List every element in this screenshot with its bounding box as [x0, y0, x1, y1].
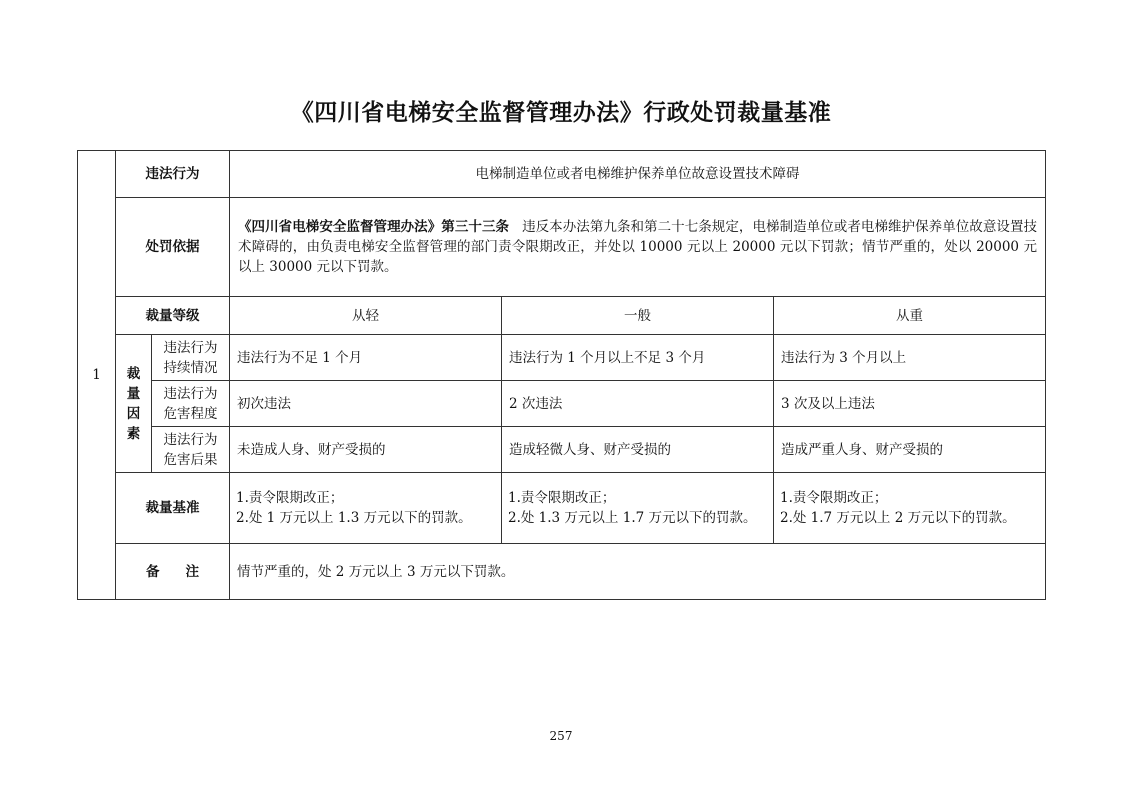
factor-row: [78, 427, 1046, 473]
basis-label: 处罚依据: [116, 198, 230, 297]
basis-cell: [230, 198, 1046, 297]
factor-label-line: 危害后果: [163, 451, 218, 468]
factor-cell: 违法行为不足 1 个月: [230, 335, 502, 381]
factors-label: [116, 335, 152, 473]
factor-cell: 3 次及以上违法: [774, 381, 1046, 427]
factors-label-char: 量: [126, 385, 141, 402]
level-severe: 从重: [774, 297, 1046, 335]
factor-cell: 初次违法: [230, 381, 502, 427]
standard-line: 1.责令限期改正；: [508, 490, 616, 506]
factors-label-char: 裁: [126, 365, 141, 382]
factor-label-line: 危害程度: [163, 405, 218, 422]
basis-row: [78, 198, 1046, 297]
factor-cell: 造成轻微人身、财产受损的: [502, 427, 774, 473]
remark-label: 备注: [116, 544, 230, 600]
standard-line: 1.责令限期改正；: [236, 490, 344, 506]
factor-label-line: 持续情况: [163, 359, 218, 376]
basis-law-ref: 《四川省电梯安全监督管理办法》第三十三条: [238, 219, 510, 235]
factors-label-char: 因: [126, 405, 141, 422]
factors-label-char: 素: [126, 425, 141, 442]
standard-line: 1.责令限期改正；: [780, 490, 888, 506]
violation-label: 违法行为: [116, 151, 230, 198]
factor-row: [78, 335, 1046, 381]
factor-cell: 未造成人身、财产受损的: [230, 427, 502, 473]
factor-label-harm-result: [152, 427, 230, 473]
level-general: 一般: [502, 297, 774, 335]
factor-label-line: 违法行为: [163, 385, 218, 402]
remark-text: 情节严重的，处 2 万元以上 3 万元以下罚款。: [230, 544, 1046, 600]
standard-line: 2.处 1.7 万元以上 2 万元以下的罚款。: [780, 510, 1016, 526]
level-lenient: 从轻: [230, 297, 502, 335]
level-label: 裁量等级: [116, 297, 230, 335]
factor-label-line: 违法行为: [163, 431, 218, 448]
standard-line: 2.处 1.3 万元以上 1.7 万元以下的罚款。: [508, 510, 757, 526]
factor-label-harm-degree: [152, 381, 230, 427]
factor-cell: 违法行为 3 个月以上: [774, 335, 1046, 381]
standard-cell-severe: [774, 473, 1046, 544]
page-number: 257: [549, 729, 573, 743]
factor-label-line: 违法行为: [163, 339, 218, 356]
basis-text: 违反本办法第九条和第二十七条规定，电梯制造单位或者电梯维护保养单位故意设置技术障碍的，由负责电梯安全监督管理的部门责令限期改正，并处以 10000 元以上 20000 元以下罚款；情节严重的，处以 20000 元以上 30000 元以下罚款。: [238, 219, 1038, 275]
remark-row: [78, 544, 1046, 600]
factor-cell: 2 次违法: [502, 381, 774, 427]
row-number: 1: [78, 151, 116, 600]
standard-label: 裁量基准: [116, 473, 230, 544]
standard-line: 2.处 1 万元以上 1.3 万元以下的罚款。: [236, 510, 472, 526]
violation-text: 电梯制造单位或者电梯维护保养单位故意设置技术障碍: [230, 151, 1046, 198]
factor-cell: 违法行为 1 个月以上不足 3 个月: [502, 335, 774, 381]
level-row: [78, 297, 1046, 335]
standard-row: [78, 473, 1046, 544]
factor-cell: 造成严重人身、财产受损的: [774, 427, 1046, 473]
standard-cell-general: [502, 473, 774, 544]
violation-row: [78, 151, 1046, 198]
document-title: 《四川省电梯安全监督管理办法》行政处罚裁量基准: [290, 99, 832, 126]
standard-cell-lenient: [230, 473, 502, 544]
penalty-table: [77, 150, 1046, 600]
factor-row: [78, 381, 1046, 427]
factor-label-duration: [152, 335, 230, 381]
